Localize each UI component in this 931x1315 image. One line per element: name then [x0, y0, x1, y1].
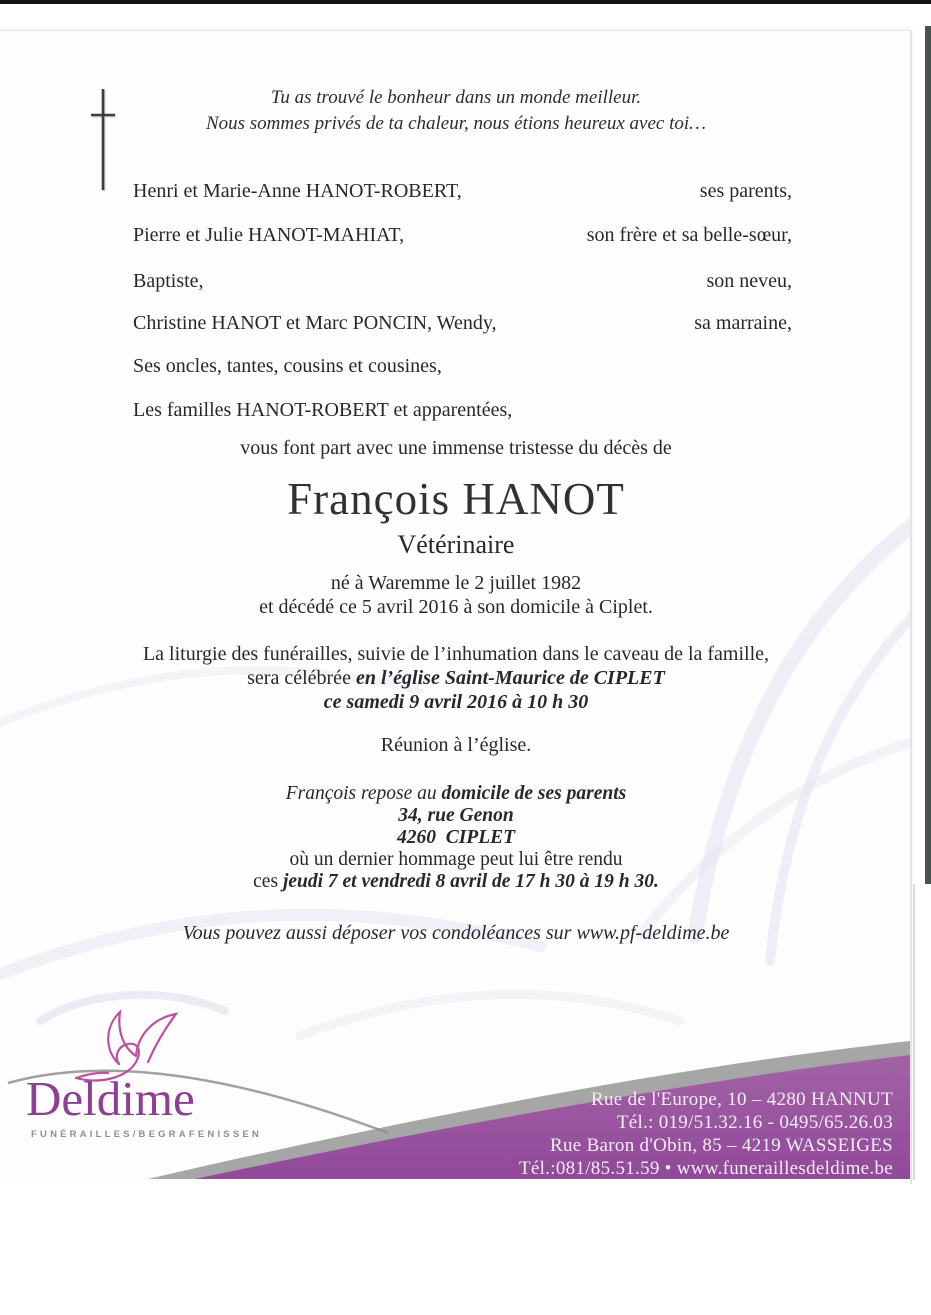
address-line-1: Rue de l'Europe, 10 – 4280 HANNUT: [591, 1089, 893, 1110]
repose-line-5-regular: ces: [253, 871, 283, 892]
repose-details: [0, 783, 912, 893]
relatives-extra-line: Ses oncles, tantes, cousins et cousines,: [133, 355, 442, 377]
repose-line-1-bold: domicile de ses parents: [441, 783, 627, 804]
death-line: et décédé ce 5 avril 2016 à son domicile à Ciplet.: [259, 596, 653, 618]
relative-name: Henri et Marie-Anne HANOT-ROBERT,: [133, 180, 462, 202]
funeral-home-logo: Deldime: [26, 1071, 195, 1126]
repose-visit-times: jeudi 7 et vendredi 8 avril de 17 h 30 à 19 h 30.: [282, 871, 659, 892]
ceremony-line-2-regular: sera célébrée: [247, 667, 356, 689]
relative-row: [133, 179, 792, 203]
relative-row: [133, 269, 792, 293]
ceremony-details: [0, 642, 912, 714]
relative-row: [133, 311, 792, 335]
address-line-4: Tél.:081/85.51.59 • www.funeraillesdeldime.be: [518, 1158, 893, 1179]
relative-relation: sa marraine,: [694, 312, 792, 334]
repose-street: 34, rue Genon: [398, 805, 514, 826]
relative-name: Pierre et Julie HANOT-MAHIAT,: [133, 224, 405, 246]
ceremony-line-1: La liturgie des funérailles, suivie de l’inhumation dans le caveau de la famille,: [142, 643, 770, 665]
address-line-2: Tél.: 019/51.32.16 - 0495/65.26.03: [616, 1112, 893, 1133]
scan-edge-top: [0, 0, 931, 4]
repose-line-5: [0, 871, 912, 893]
epigraph: [0, 85, 912, 137]
condolences-line: Vous pouvez aussi déposer vos condoléances sur www.pf-deldime.be: [182, 922, 730, 944]
repose-line-4: où un dernier hommage peut lui être rendu: [289, 849, 623, 870]
relative-name: Baptiste,: [133, 270, 204, 292]
repose-line-1: [0, 783, 912, 805]
relative-relation: son neveu,: [706, 270, 792, 292]
ceremony-church: en l’église Saint-Maurice de CIPLET: [355, 667, 665, 689]
deceased-name: François HANOT: [287, 474, 625, 524]
ceremony-date: ce samedi 9 avril 2016 à 10 h 30: [323, 691, 589, 713]
relative-row: [133, 223, 792, 247]
funeral-home-address: [333, 1088, 893, 1180]
address-line-3: Rue Baron d'Obin, 85 – 4219 WASSEIGES: [550, 1135, 893, 1156]
relative-name: Christine HANOT et Marc PONCIN, Wendy,: [133, 312, 497, 334]
funeral-home-tagline: FUNÉRAILLES/BEGRAFENISSEN: [31, 1129, 262, 1140]
reunion-line: Réunion à l’église.: [380, 734, 532, 756]
relative-relation: son frère et sa belle-sœur,: [586, 224, 792, 246]
relative-relation: ses parents,: [699, 180, 792, 202]
announcement-line: vous font part avec une immense tristesse du décès de: [240, 437, 672, 459]
scan-edge-right: [925, 26, 931, 884]
deceased-vitals: [0, 571, 912, 619]
scan-edge-right-faint: [913, 884, 915, 1180]
relatives-extra-line: Les familles HANOT-ROBERT et apparentées,: [133, 399, 513, 421]
repose-line-1-italic: François repose au: [285, 783, 442, 804]
epigraph-line-1: Tu as trouvé le bonheur dans un monde meilleur.: [270, 87, 642, 108]
ceremony-line-2: [0, 666, 912, 690]
epigraph-line-2: Nous sommes privés de ta chaleur, nous étions heureux avec toi…: [205, 113, 707, 134]
repose-city: 4260 CIPLET: [396, 827, 516, 848]
birth-line: né à Waremme le 2 juillet 1982: [330, 572, 582, 594]
deceased-profession: Vétérinaire: [397, 530, 515, 559]
memorial-card: [0, 30, 912, 1184]
